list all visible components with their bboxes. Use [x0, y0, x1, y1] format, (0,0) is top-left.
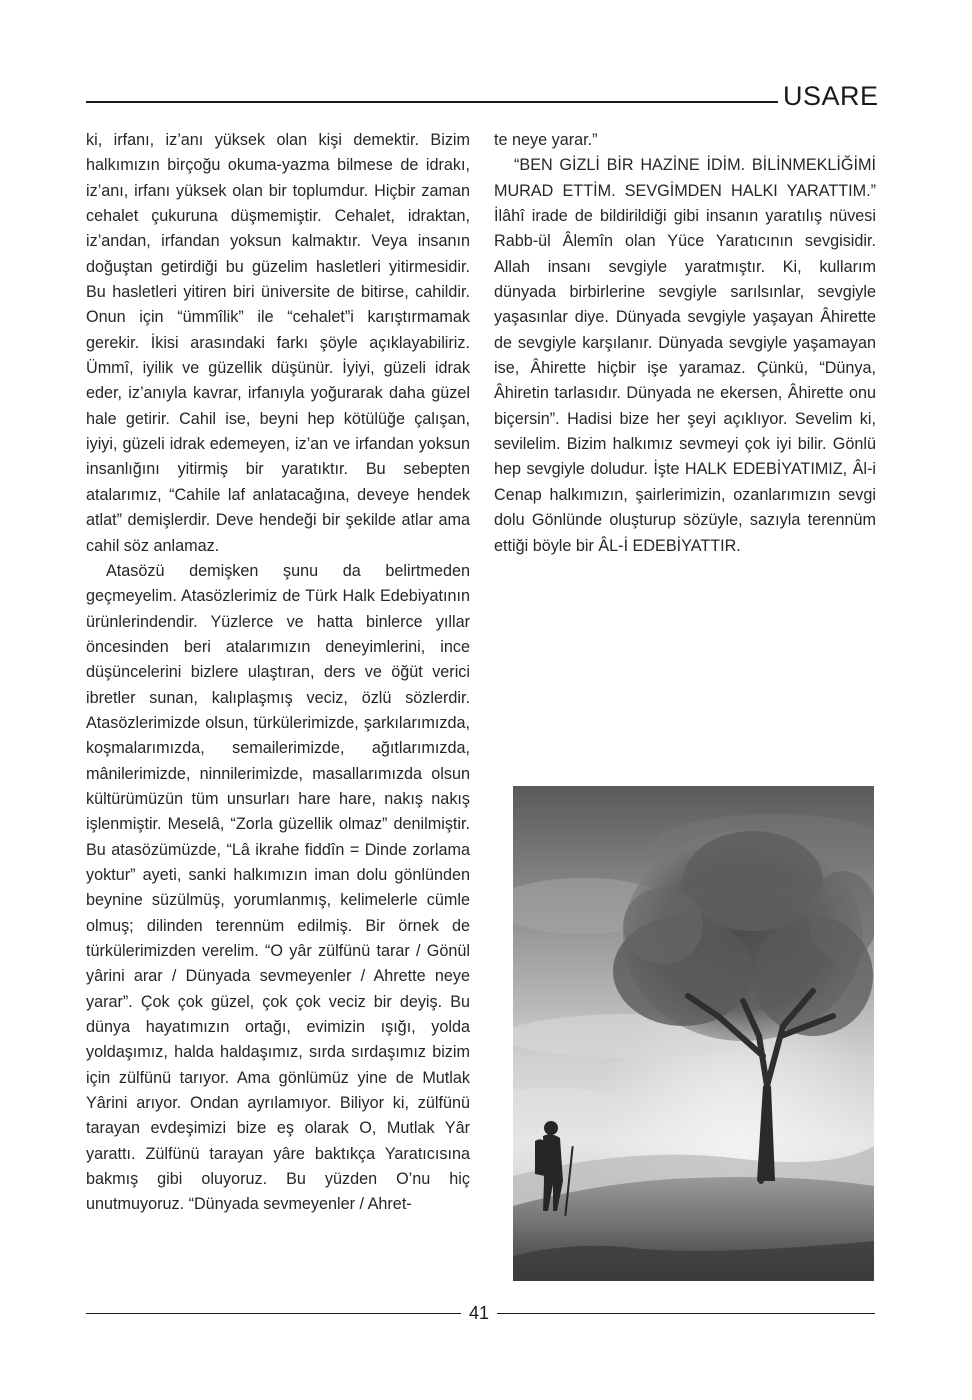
header-rule: [86, 101, 778, 103]
footer-rule-right: [497, 1313, 875, 1314]
left-paragraph-2: Atasözü demişken şunu da belirtmeden geçmeyelim. Atasözlerimiz de Türk Halk Edebiyatının ürünlerindendir. Yüzlerce ve hatta binlerce yıllar öncesinden beri atalarımızın deneyimlerini, ince düşüncelerini bizlere ulaştıran, ders ve öğüt verici ibretler sunan, kalıplaşmış veciz, özlü sözlerdir. Atasözlerimizde olsun, türkülerimizde, şarkılarımızda, koşmalarımızda, semailerimizde, ağıtlarımızda, mânilerimizde, ninnilerimizde, masallarımızda olsun kültürümüzün tüm unsurları hare hare, nakış nakış işlenmiştir. Meselâ, “Zorla güzellik olmaz” denilmiştir. Bu atasözümüzde, “Lâ ikrahe fiddîn = Dinde zorlama yoktur” ayeti, sanki halkımızın iman dolu gönlünden beynine süzülmüş, yorumlanmış, kelimelerle cümle olmuş; dilinden terennüm edilmiş. Bir örnek de türkülerimizden verelim. “O yâr zülfünü tarar / Gönül yârini arar / Dünyada sevmeyenler / Ahrette neye yarar”. Çok çok güzel, çok çok veciz bir deyiş. Bu dünya hayatımızın ortağı, evimizin ışığı, yolda yoldaşımız, halda haldaşımız, sırda sırdaşımız bizim için zülfünü tarıyor. Ama gönlümüz yine de Mutlak Yârini arıyor. Ondan ayrılamıyor. Biliyor ki, zülfünü tarayan evdeşimizi bize eş olarak O, Mutlak Yâr yarattı. Zülfünü tarayan yâre baktıkça Yaratıcısına bakmış gibi oluyoruz. Bu yüzden O’nu hiç unutmuyoruz. “Dünyada sevmeyenler / Ahret-: [86, 561, 470, 1214]
right-paragraph-1: te neye yarar.”: [494, 131, 598, 149]
tree-photo-image: [513, 786, 874, 1281]
magazine-title: USARE: [783, 81, 879, 111]
right-paragraph-2: “BEN GİZLİ BİR HAZİNE İDİM. BİLİNMEKLİĞİMİ MURAD ETTİM. SEVGİMDEN HALKI YARATTIM.” İlâhî irade de bildirildiği gibi insanın yaratılış nüvesi Rabb-ül Âlemîn olan Yüce Yaratıcının sevgisidir. Allah insanı sevgiyle yaratmıştır. Ki, kullarım dünyada birbirlerine sevgiyle sarılsınlar, sevgiyle yaşasınlar diye. Dünyada sevgiyle yaşayan Âhirette de sevgiyle karşılanır. Dünyada sevgiyle yaşamayan ise, Âhirette hiçbir işe yaramaz. Çünkü, “Dünya, Âhiretin tarlasıdır. Dünyada ne ekersen, Âhirette onu biçersin”. Hadisi bize her şeyi açıklıyor. Sevelim ki, sevilelim. Bizim halkımız sevmeyi çok iyi bilir. Gönlü hep sevgiyle doludur. İşte HALK EDEBİYATIMIZ, Âl-i Cenap halkımızın, şairlerimizin, ozanlarımızın sevgi dolu Gönlünde oluşturup sözüyle, sazıyla terennüm ettiği böyle bir ÂL-İ EDEBİYATTIR.: [494, 156, 876, 555]
right-column: [494, 128, 876, 559]
tree-photo: [513, 786, 874, 1281]
footer-rule-left: [86, 1313, 461, 1314]
page-number: 41: [468, 1303, 490, 1323]
left-column: [86, 128, 470, 1218]
left-paragraph-1: ki, irfanı, iz’anı yüksek olan kişi demektir. Bizim halkımızın birçoğu okuma-yazma bilmese de idrakı, iz’anı, irfanı yüksek olan bir toplumdur. Hiçbir zaman cehalet çukuruna düşmemiştir. Cehalet, idraktan, iz’andan, irfandan yoksun kalmaktır. Veya insanın doğuştan getirdiği bu güzelim hasletleri yitirmesidir. Bu hasletleri yitiren biri üniversite de bitirse, cahildir. Onun için “ümmîlik” ile “cehalet”i karıştırmamak gerekir. İkisi arasındaki farkı şöyle açıklayabiliriz. Ümmî, iyilik ve güzellik düşünür. İyiyi, güzeli idrak eder, iz’anıyla kavrar, irfanıyla yoğurarak daha güzel hale getirir. Cahil ise, beyni hep kötülüğe çalışan, iyiyi, güzeli idrak edemeyen, iz’an ve irfandan yoksun insanlığını yitirmiş bir yaratıktır. Bu sebepten atalarımız, “Cahile laf anlatacağına, deveye hendek atlat” demişlerdir. Deve hendeği bir şekilde atlar ama cahil söz anlamaz.: [86, 131, 470, 555]
